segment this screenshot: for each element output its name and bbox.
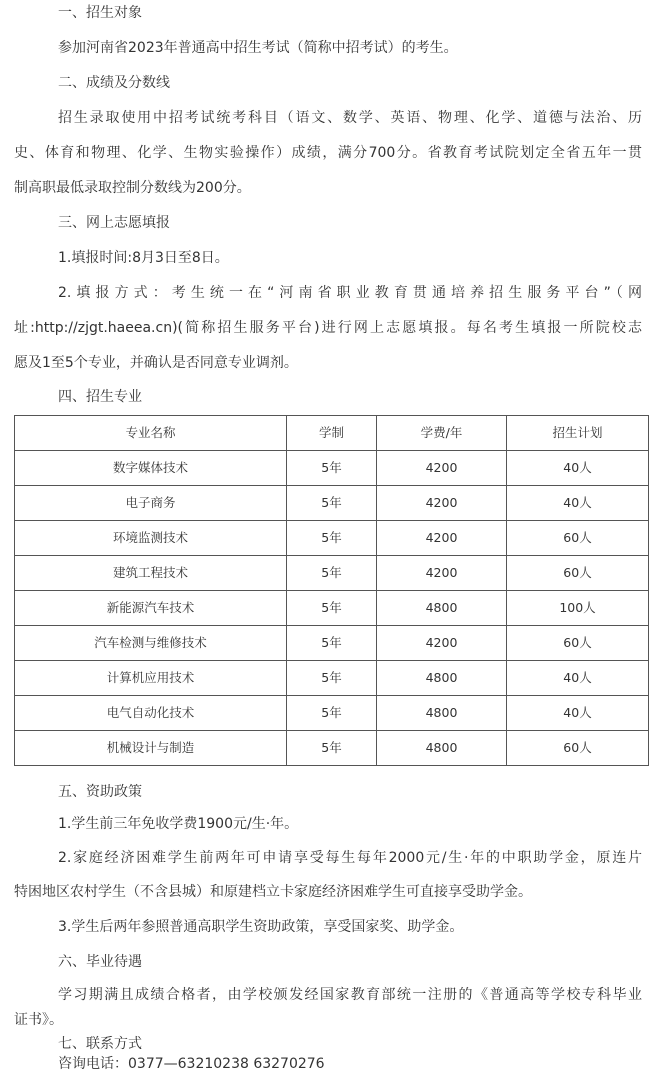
contact-phone: 咨询电话：0377—63210238 63270276 <box>58 1056 325 1072</box>
cell-tuition: 4200 <box>377 556 507 591</box>
cell-major-name: 电气自动化技术 <box>15 696 287 731</box>
table-row <box>15 696 649 731</box>
cell-tuition: 4800 <box>377 731 507 766</box>
table-row <box>15 731 649 766</box>
table-row <box>15 626 649 661</box>
cell-enrollment-plan: 40人 <box>507 696 649 731</box>
cell-enrollment-plan: 100人 <box>507 591 649 626</box>
section-3-title: 三、网上志愿填报 <box>58 215 170 231</box>
section-3-paragraph-2-line-2: 址:http://zjgt.haeea.cn)(简称招生服务平台)进行网上志愿填报。每名考生填报一所院校志 <box>14 320 642 336</box>
cell-duration: 5年 <box>287 451 377 486</box>
header-enrollment-plan: 招生计划 <box>507 416 649 451</box>
cell-enrollment-plan: 60人 <box>507 556 649 591</box>
section-6-paragraph-line-2: 证书》。 <box>14 1012 63 1028</box>
cell-tuition: 4200 <box>377 451 507 486</box>
table-header-row <box>15 416 649 451</box>
cell-tuition: 4200 <box>377 626 507 661</box>
cell-duration: 5年 <box>287 591 377 626</box>
section-2-paragraph-line-1: 招生录取使用中招考试统考科目（语文、数学、英语、物理、化学、道德与法治、历 <box>58 110 642 126</box>
major-table <box>14 415 649 766</box>
cell-duration: 5年 <box>287 731 377 766</box>
section-5-paragraph-3: 3.学生后两年参照普通高职学生资助政策，享受国家奖、助学金。 <box>58 919 464 935</box>
section-7-title: 七、联系方式 <box>58 1036 142 1052</box>
section-5-title: 五、资助政策 <box>58 784 142 800</box>
section-3-paragraph-1: 1.填报时间:8月3日至8日。 <box>58 250 229 266</box>
header-major-name: 专业名称 <box>15 416 287 451</box>
cell-tuition: 4800 <box>377 591 507 626</box>
section-3-paragraph-2-line-1: 2.填报方式：考生统一在“河南省职业教育贯通培养招生服务平台”（网 <box>58 285 642 301</box>
section-1-paragraph: 参加河南省2023年普通高中招生考试（简称中招考试）的考生。 <box>58 40 458 56</box>
cell-enrollment-plan: 40人 <box>507 451 649 486</box>
table-row <box>15 591 649 626</box>
table-row <box>15 521 649 556</box>
cell-major-name: 计算机应用技术 <box>15 661 287 696</box>
table-row <box>15 486 649 521</box>
cell-duration: 5年 <box>287 486 377 521</box>
cell-major-name: 电子商务 <box>15 486 287 521</box>
table-row <box>15 451 649 486</box>
section-2-title: 二、成绩及分数线 <box>58 75 170 91</box>
cell-major-name: 环境监测技术 <box>15 521 287 556</box>
section-5-paragraph-1: 1.学生前三年免收学费1900元/生·年。 <box>58 816 299 832</box>
cell-major-name: 新能源汽车技术 <box>15 591 287 626</box>
section-6-paragraph-line-1: 学习期满且成绩合格者，由学校颁发经国家教育部统一注册的《普通高等学校专科毕业 <box>58 987 642 1003</box>
cell-duration: 5年 <box>287 696 377 731</box>
cell-major-name: 汽车检测与维修技术 <box>15 626 287 661</box>
cell-tuition: 4800 <box>377 696 507 731</box>
cell-major-name: 数字媒体技术 <box>15 451 287 486</box>
cell-tuition: 4200 <box>377 486 507 521</box>
cell-enrollment-plan: 60人 <box>507 626 649 661</box>
cell-duration: 5年 <box>287 661 377 696</box>
section-4-title: 四、招生专业 <box>58 389 142 405</box>
cell-major-name: 建筑工程技术 <box>15 556 287 591</box>
cell-tuition: 4200 <box>377 521 507 556</box>
cell-enrollment-plan: 40人 <box>507 661 649 696</box>
section-1-title: 一、招生对象 <box>58 5 142 21</box>
cell-duration: 5年 <box>287 626 377 661</box>
section-3-paragraph-2-line-3: 愿及1至5个专业，并确认是否同意专业调剂。 <box>14 355 298 371</box>
header-tuition: 学费/年 <box>377 416 507 451</box>
cell-enrollment-plan: 40人 <box>507 486 649 521</box>
table-row <box>15 556 649 591</box>
cell-major-name: 机械设计与制造 <box>15 731 287 766</box>
table-row <box>15 661 649 696</box>
section-2-paragraph-line-3: 制高职最低录取控制分数线为200分。 <box>14 180 251 196</box>
cell-enrollment-plan: 60人 <box>507 521 649 556</box>
cell-duration: 5年 <box>287 556 377 591</box>
section-5-paragraph-2-line-1: 2.家庭经济困难学生前两年可申请享受每生每年2000元/生·年的中职助学金，原连片 <box>58 850 642 866</box>
cell-tuition: 4800 <box>377 661 507 696</box>
section-2-paragraph-line-2: 史、体育和物理、化学、生物实验操作）成绩，满分700分。省教育考试院划定全省五年一贯 <box>14 145 642 161</box>
section-6-title: 六、毕业待遇 <box>58 954 142 970</box>
cell-duration: 5年 <box>287 521 377 556</box>
section-5-paragraph-2-line-2: 特困地区农村学生（不含县城）和原建档立卡家庭经济困难学生可直接享受助学金。 <box>14 884 532 900</box>
cell-enrollment-plan: 60人 <box>507 731 649 766</box>
header-duration: 学制 <box>287 416 377 451</box>
